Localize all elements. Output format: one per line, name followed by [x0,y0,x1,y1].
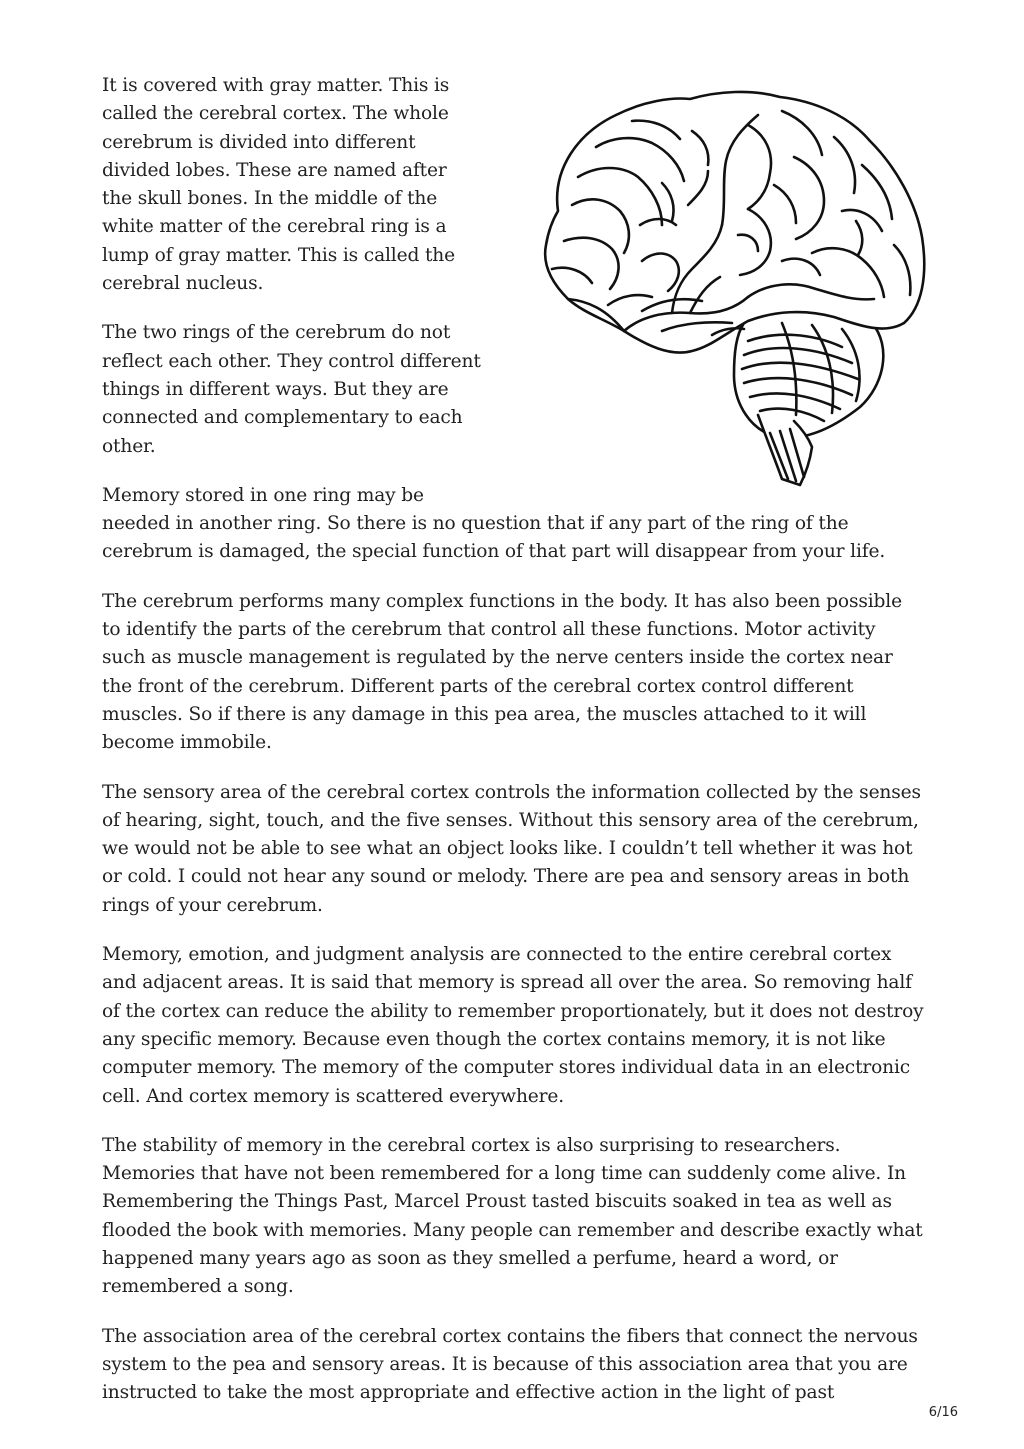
paragraph: It is covered with gray matter. This is called the cerebral cortex. The whole cerebrum is divided into different divided lobes. These are named after the skull bones. In the middle of the white matter of the cerebral ring is a lump of gray matter. This is called the cerebral nucleus. [102,75,455,295]
article-body [102,72,924,1428]
page-number: 6/16 [928,1405,958,1420]
paragraph: The sensory area of the cerebral cortex controls the information collected by the senses of hearing, sight, touch, and the five senses. Without this sensory area of the cerebrum, we would not be able to see what an object looks like. I couldn’t tell whether it was hot or cold. I could not hear any sound or melody. There are pea and sensory areas in both rings of your cerebrum. [102,781,921,916]
brain-illustration-icon [512,85,928,487]
paragraph: The stability of memory in the cerebral cortex is also surprising to researchers. Memories that have not been remembered for a long time can suddenly come alive. In Remembering the Things Past, Marcel Proust tasted biscuits soaked in tea as well as flooded the book with memories. Many people can remember and describe exactly what happened many years ago as soon as they smelled a perfume, heard a word, or remembered a song. [102,1134,923,1298]
paragraph: The association area of the cerebral cortex contains the fibers that connect the nervous system to the pea and sensory areas. It is because of this association area that you are instructed to take the most appropriate and effective action in the light of past [102,1325,918,1404]
paragraph: The cerebrum performs many complex functions in the body. It has also been possible to identify the parts of the cerebrum that control all these functions. Motor activity such as muscle management is regulated by the nerve centers inside the cortex near the front of the cerebrum. Different parts of the cerebral cortex control different muscles. So if there is any damage in this pea area, the muscles attached to it will become immobile. [102,590,902,754]
paragraph: Memory stored in one ring may be needed in another ring. So there is no question that if any part of the ring of the cerebrum is damaged, the special function of that part will disappear from your life. [102,484,886,563]
paragraph: The two rings of the cerebrum do not reflect each other. They control different things in different ways. But they are connected and complementary to each other. [102,322,481,457]
paragraph: Memory, emotion, and judgment analysis are connected to the entire cerebral cortex and adjacent areas. It is said that memory is spread all over the area. So removing half of the cortex can reduce the ability to remember proportionately, but it does not destroy any specific memory. Because even though the cortex contains memory, it is not like computer memory. The memory of the computer stores individual data in an electronic cell. And cortex memory is scattered everywhere. [102,944,924,1107]
brain-illustration [512,85,928,487]
